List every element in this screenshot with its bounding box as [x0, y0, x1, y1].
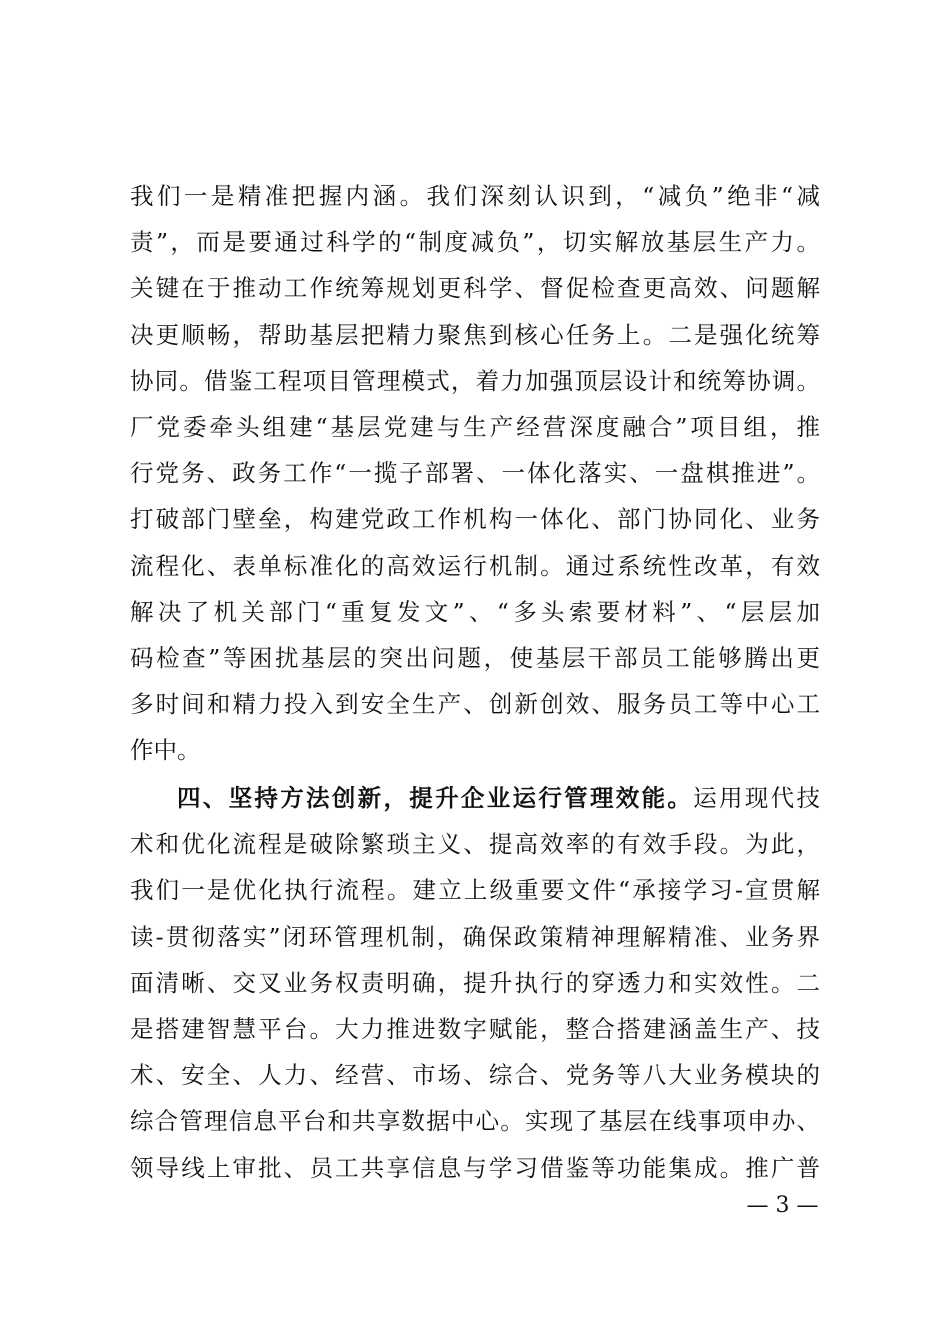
- text-line: 是搭建智慧平台。大力推进数字赋能，整合搭建涵盖生产、技: [130, 1014, 820, 1043]
- text-line: 领导线上审批、员工共享信息与学习借鉴等功能集成。推广普: [130, 1153, 820, 1182]
- section-heading-line: [130, 775, 820, 821]
- text-line: 协同。借鉴工程项目管理模式，着力加强顶层设计和统筹协调。: [130, 366, 820, 395]
- text-line: 关键在于推动工作统筹规划更科学、督促检查更高效、问题解: [130, 274, 820, 303]
- text-line: 综合管理信息平台和共享数据中心。实现了基层在线事项申办、: [130, 1107, 820, 1136]
- text-line: 术、安全、人力、经营、市场、综合、党务等八大业务模块的: [130, 1061, 820, 1090]
- paragraph-1: [130, 173, 820, 773]
- text-line: 读-贯彻落实”闭环管理机制，确保政策精神理解精准、业务界: [130, 922, 820, 951]
- page-number: — 3 —: [746, 1193, 819, 1218]
- text-line: 面清晰、交叉业务权责明确，提升执行的穿透力和实效性。二: [130, 968, 820, 997]
- text-line: 行党务、政务工作“一揽子部署、一体化落实、一盘棋推进”。: [130, 459, 820, 488]
- text-line: 厂党委牵头组建“基层党建与生产经营深度融合”项目组，推: [130, 412, 820, 441]
- paragraph-2: [130, 775, 820, 1191]
- text-line: 打破部门壁垒，构建党政工作机构一体化、部门协同化、业务: [130, 505, 820, 534]
- text-line: 决更顺畅，帮助基层把精力聚焦到核心任务上。二是强化统筹: [130, 320, 820, 349]
- text-line: 我们一是优化执行流程。建立上级重要文件“承接学习-宣贯解: [130, 876, 820, 905]
- text-line: 多时间和精力投入到安全生产、创新创效、服务员工等中心工: [130, 690, 820, 719]
- text-line: 解决了机关部门“重复发文”、“多头索要材料”、“层层加: [130, 597, 820, 626]
- text-line: 码检查”等困扰基层的突出问题，使基层干部员工能够腾出更: [130, 643, 820, 672]
- text-line: 术和优化流程是破除繁琐主义、提高效率的有效手段。为此，: [130, 830, 820, 859]
- text-line: 责”，而是要通过科学的“制度减负”，切实解放基层生产力。: [130, 228, 820, 257]
- section-heading: 四、坚持方法创新，提升企业运行管理效能。: [177, 784, 694, 812]
- text-line: 流程化、表单标准化的高效运行机制。通过系统性改革，有效: [130, 551, 820, 580]
- heading-line-rest: 运用现代技: [693, 784, 820, 812]
- text-line: 我们一是精准把握内涵。我们深刻认识到，“减负”绝非“减: [130, 182, 820, 210]
- text-line: 作中。: [130, 736, 201, 765]
